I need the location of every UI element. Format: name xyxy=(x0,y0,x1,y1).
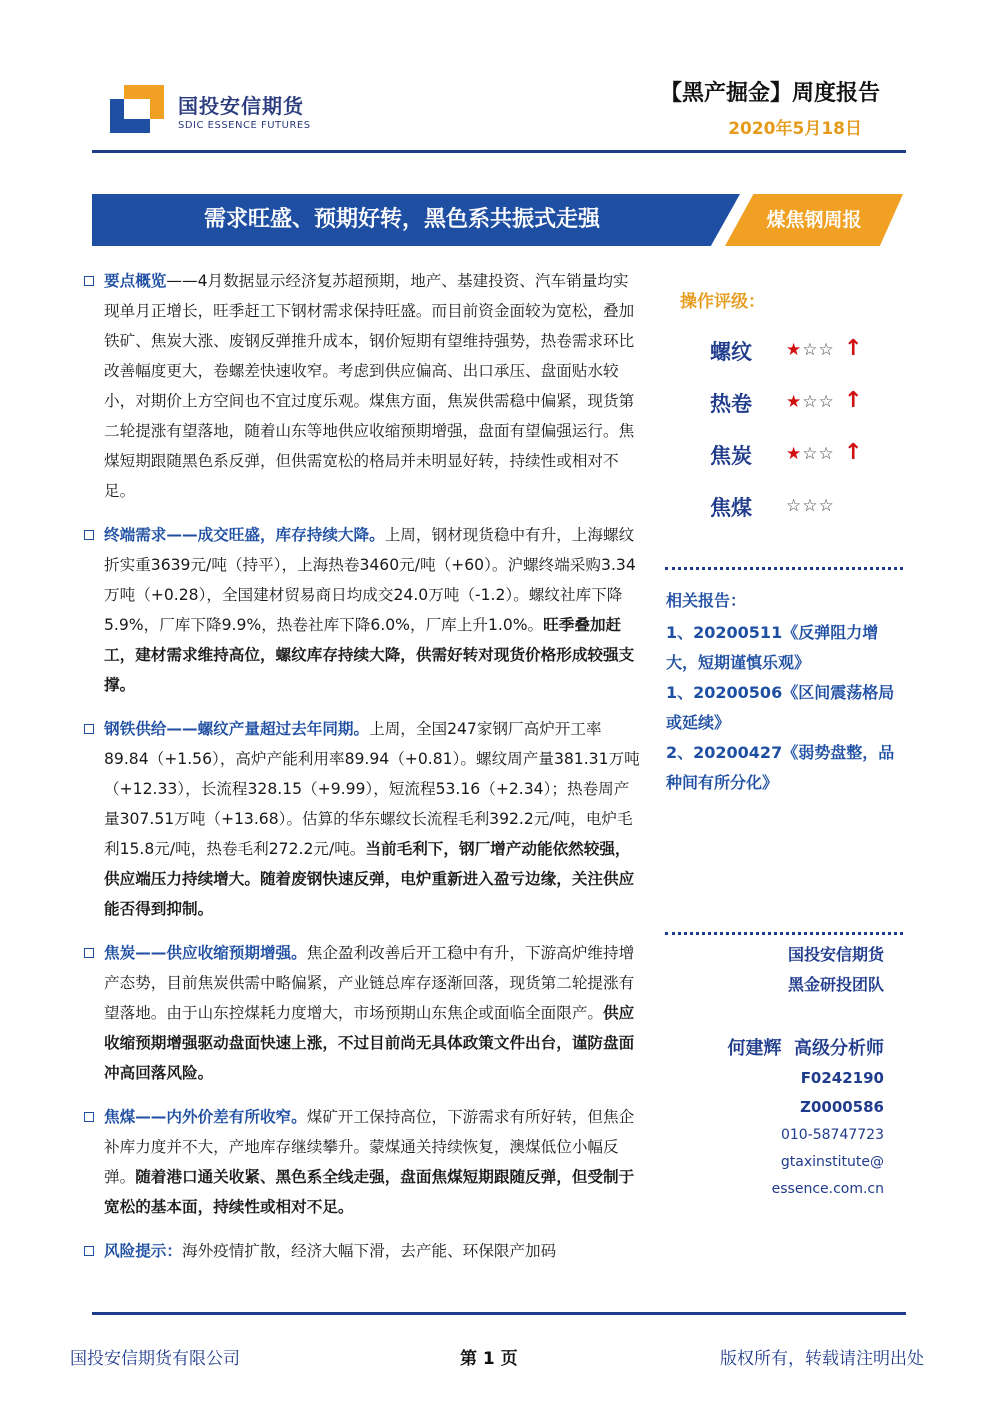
section-heading: 要点概览 xyxy=(104,272,167,290)
related-report-link[interactable]: 1、20200511《反弹阻力增大，短期谨慎乐观》 xyxy=(666,623,879,672)
bullet-square-icon xyxy=(84,530,94,540)
star-empty-icon: ☆☆ xyxy=(802,392,835,412)
related-reports-title: 相关报告： xyxy=(666,591,747,610)
summary-section xyxy=(84,266,642,506)
section-text: 上周，钢材现货稳中有升，上海螺纹折实重3639元/吨（持平），上海热卷3460元/吨（+60）。沪螺终端采购3.34万吨（+0.28），全国建材贸易商日均成交24.0万吨（-1.2）。螺纹社库下降5.9%，厂库下降9.9%，热卷社库下降6.0%，厂库上升1.0%。 xyxy=(104,526,636,634)
star-empty-icon: ☆☆ xyxy=(802,444,835,464)
report-title: 需求旺盛、预期好转，黑色系共振式走强 xyxy=(203,207,600,232)
star-filled-icon: ★ xyxy=(786,444,803,464)
analyst-email[interactable]: gtaxinstitute@ xyxy=(780,1154,884,1170)
bullet-square-icon xyxy=(84,1246,94,1256)
report-date: 2020年5月18日 xyxy=(728,119,862,139)
analyst-title: 高级分析师 xyxy=(794,1038,884,1059)
rating-name: 螺纹 xyxy=(710,340,752,364)
report-category: 煤焦钢周报 xyxy=(766,209,862,231)
rating-stars xyxy=(786,496,835,516)
related-report-link[interactable]: 2、20200427《弱势盘整，品种间有所分化》 xyxy=(666,743,895,792)
analyst-name: 何建辉 xyxy=(727,1038,782,1059)
main-content xyxy=(84,266,642,1280)
section-text: 海外疫情扩散，经济大幅下滑，去产能、环保限产加码 xyxy=(181,1242,557,1260)
section-conclusion: 当前毛利下，钢厂增产动能依然较强，供应端压力持续增大。随着废钢快速反弹，电炉重新进入盈亏边缘，关注供应能否得到抑制。 xyxy=(104,840,635,918)
summary-section xyxy=(84,520,642,700)
analyst-qualification-code: F0242190 xyxy=(800,1069,884,1087)
summary-section xyxy=(84,1102,642,1222)
rating-row-rebar xyxy=(710,336,900,376)
rating-name: 热卷 xyxy=(710,392,752,416)
star-empty-icon: ☆☆ xyxy=(802,340,835,360)
arrow-up-icon: ↑ xyxy=(844,336,863,361)
analyst-email-domain[interactable]: essence.com.cn xyxy=(771,1181,884,1197)
analyst-phone[interactable]: 010-58747723 xyxy=(780,1127,884,1143)
team-info xyxy=(788,940,884,1000)
section-heading: 风险提示： xyxy=(104,1242,182,1260)
rating-label: 操作评级： xyxy=(680,292,765,312)
team-company: 国投安信期货 xyxy=(787,945,884,964)
summary-section xyxy=(84,1236,642,1266)
related-report-link[interactable]: 1、20200506《区间震荡格局或延续》 xyxy=(666,683,895,732)
sidebar-divider xyxy=(665,567,903,570)
bullet-square-icon xyxy=(84,1112,94,1122)
rating-name: 焦炭 xyxy=(710,444,752,468)
section-conclusion: 旺季叠加赶工，建材需求维持高位，螺纹库存持续大降，供需好转对现货价格形成较强支撑。 xyxy=(104,616,635,694)
company-logo-english: SDIC ESSENCE FUTURES xyxy=(178,120,311,131)
rating-stars xyxy=(786,392,835,412)
analyst-investment-code: Z0000586 xyxy=(800,1098,884,1116)
rating-row-coking-coal xyxy=(710,492,900,532)
rating-stars xyxy=(786,444,835,464)
bullet-square-icon xyxy=(84,276,94,286)
rating-row-coke xyxy=(710,440,900,480)
arrow-up-icon: ↑ xyxy=(844,388,863,413)
bullet-square-icon xyxy=(84,724,94,734)
summary-section xyxy=(84,938,642,1088)
header-divider xyxy=(92,150,906,153)
section-conclusion: 随着港口通关收紧、黑色系全线走强，盘面焦煤短期跟随反弹，但受制于宽松的基本面，持续性或相对不足。 xyxy=(104,1168,635,1216)
section-text: ——4月数据显示经济复苏超预期，地产、基建投资、汽车销量均实现单月正增长，旺季赶工下钢材需求保持旺盛。而目前资金面较为宽松，叠加铁矿、焦炭大涨、废钢反弹推升成本，钢价短期有望维持强势，热卷需求环比改善幅度更大，卷螺差快速收窄。考虑到供应偏高、出口承压、盘面贴水较小，对期价上方空间也不宜过度乐观。煤焦方面，焦炭供需稳中偏紧，现货第二轮提涨有望落地，随着山东等地供应收缩预期增强，盘面有望偏强运行。焦煤短期跟随黑色系反弹，但供需宽松的格局并未明显好转，持续性或相对不足。 xyxy=(104,272,635,500)
footer-company: 国投安信期货有限公司 xyxy=(70,1349,240,1369)
section-heading: 钢铁供给——螺纹产量超过去年同期。 xyxy=(104,720,370,738)
report-type: 【黑产掘金】周度报告 xyxy=(659,81,880,106)
company-logo-text: 国投安信期货 xyxy=(178,94,304,118)
arrow-up-icon: ↑ xyxy=(844,440,863,465)
section-conclusion: 供应收缩预期增强驱动盘面快速上涨，不过目前尚无具体政策文件出台，谨防盘面冲高回落风险。 xyxy=(104,1004,635,1082)
section-text: 上周，全国247家钢厂高炉开工率89.84（+1.56），高炉产能利用率89.94（+0.81）。螺纹周产量381.31万吨（+12.33），长流程328.15（+9.99），短流程53.16（+2.34）；热卷周产量307.51万吨（+13.68）。估算的华东螺纹长流程毛利392.2元/吨，电炉毛利15.8元/吨，热卷毛利272.2元/吨。 xyxy=(104,720,640,858)
section-heading: 焦炭——供应收缩预期增强。 xyxy=(104,944,307,962)
page-number: 第 1 页 xyxy=(460,1349,518,1369)
footer-divider xyxy=(92,1312,906,1315)
company-logo-icon xyxy=(110,85,164,133)
rating-stars xyxy=(786,340,835,360)
sidebar-divider xyxy=(665,932,903,935)
star-empty-icon: ☆☆☆ xyxy=(786,496,835,516)
section-heading: 焦煤——内外价差有所收窄。 xyxy=(104,1108,307,1126)
bullet-square-icon xyxy=(84,948,94,958)
summary-section xyxy=(84,714,642,924)
rating-row-hrc xyxy=(710,388,900,428)
star-filled-icon: ★ xyxy=(786,392,803,412)
section-text: 煤矿开工保持高位，下游需求有所好转，但焦企补库力度并不大，产地库存继续攀升。蒙煤通关持续恢复，澳煤低位小幅反弹。 xyxy=(104,1108,635,1186)
star-filled-icon: ★ xyxy=(786,340,803,360)
section-text: 焦企盈利改善后开工稳中有升，下游高炉维持增产态势，目前焦炭供需中略偏紧，产业链总库存逐渐回落，现货第二轮提涨有望落地。由于山东控煤耗力度增大，市场预期山东焦企或面临全面限产。 xyxy=(104,944,635,1022)
team-name: 黑金研投团队 xyxy=(787,975,884,994)
related-reports xyxy=(666,586,898,798)
footer-copyright: 版权所有，转载请注明出处 xyxy=(720,1349,924,1369)
analyst-info xyxy=(727,1034,884,1203)
section-heading: 终端需求——成交旺盛，库存持续大降。 xyxy=(104,526,385,544)
rating-name: 焦煤 xyxy=(710,496,752,520)
